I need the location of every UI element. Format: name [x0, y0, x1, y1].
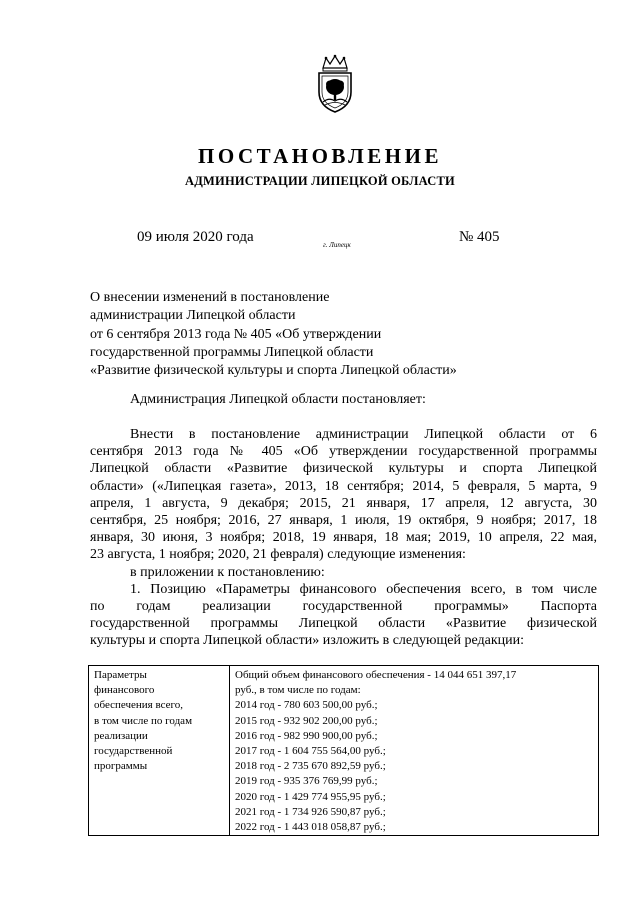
- body-line: 23 августа, 1 ноября; 2020, 21 февраля) следующие изменения:: [90, 547, 466, 563]
- table-value-line: 2016 год - 982 990 900,00 руб.;: [235, 729, 378, 742]
- table-label-line: финансового: [94, 684, 155, 697]
- body-line: по годам реализации государственной программы» Паспорта: [90, 599, 597, 615]
- body-text: Позицию «Параметры финансового обеспечения всего, в том числе: [140, 581, 597, 597]
- table-label-line: обеспечения всего,: [94, 699, 183, 712]
- table-value-line: 2021 год - 1 734 926 590,87 руб.;: [235, 805, 386, 818]
- document-body: [90, 426, 597, 650]
- document-city: г. Липецк: [323, 241, 351, 249]
- table-label-line: в том числе по годам: [94, 714, 193, 727]
- body-line: января, 30 июня, 3 ноября; 2018, 19 января, 18 мая; 2019, 10 апреля, 22 мая,: [90, 530, 597, 546]
- subject-line: администрации Липецкой области: [90, 308, 296, 324]
- lipetsk-coat-of-arms-icon: [314, 54, 356, 114]
- table-label-line: государственной: [94, 745, 173, 758]
- document-date: 09 июля 2020 года: [137, 229, 254, 245]
- body-line: сентября 2013 года № 405 «Об утверждении государственной программы: [90, 444, 597, 460]
- body-line: Внести в постановление администрации Липецкой области от 6: [130, 427, 597, 442]
- table-value-line: 2022 год - 1 443 018 058,87 руб.;: [235, 821, 386, 834]
- table-value-line: 2019 год - 935 376 769,99 руб.;: [235, 775, 378, 788]
- body-line: Липецкой области «Развитие физической культуры и спорта Липецкой: [90, 461, 597, 477]
- document-preamble: Администрация Липецкой области постановляет:: [130, 392, 426, 407]
- subject-line: от 6 сентября 2013 года № 405 «Об утверждении: [90, 326, 382, 342]
- table-label-line: реализации: [94, 729, 148, 742]
- document-number: № 405: [459, 229, 500, 245]
- document-subject: [90, 289, 550, 380]
- body-line: [90, 581, 597, 598]
- table-cell-label: [89, 666, 230, 836]
- body-line: апреля, 1 августа, 9 декабря; 2015, 21 января, 17 апреля, 12 августа, 30: [90, 495, 597, 511]
- financing-table: [88, 665, 599, 836]
- table-value-line: 2017 год - 1 604 755 564,00 руб.;: [235, 745, 386, 758]
- subject-line: государственной программы Липецкой области: [90, 344, 374, 360]
- table-value-line: 2014 год - 780 603 500,00 руб.;: [235, 699, 378, 712]
- subject-line: «Развитие физической культуры и спорта Липецкой области»: [90, 363, 457, 379]
- body-line: культуры и спорта Липецкой области» изложить в следующей редакции:: [90, 633, 525, 649]
- table-row: [89, 666, 599, 836]
- subject-line: О внесении изменений в постановление: [90, 290, 330, 305]
- body-line: сентября, 25 ноября; 2016, 27 января, 1 июля, 19 октября, 9 ноября; 2017, 18: [90, 513, 597, 529]
- body-line: государственной программы Липецкой области «Развитие физической: [90, 616, 597, 632]
- item-number: 1.: [130, 581, 141, 597]
- body-line: области» («Липецкая газета», 2013, 18 сентября; 2014, 5 февраля, 5 марта, 9: [90, 478, 597, 494]
- table-value-line: руб., в том числе по годам:: [235, 684, 361, 697]
- table-cell-value: [230, 666, 599, 836]
- document-title: ПОСТАНОВЛЕНИЕ: [198, 144, 442, 168]
- document-subtitle: АДМИНИСТРАЦИИ ЛИПЕЦКОЙ ОБЛАСТИ: [185, 174, 455, 188]
- body-line: в приложении к постановлению:: [130, 564, 325, 580]
- table-value-line: 2020 год - 1 429 774 955,95 руб.;: [235, 790, 386, 803]
- table-label-line: программы: [94, 760, 148, 773]
- table-value-line: Общий объем финансового обеспечения - 14 044 651 397,17: [235, 669, 517, 681]
- table-value-line: 2018 год - 2 735 670 892,59 руб.;: [235, 760, 386, 773]
- table-value-line: 2015 год - 932 902 200,00 руб.;: [235, 714, 378, 727]
- table-label-line: Параметры: [94, 669, 147, 681]
